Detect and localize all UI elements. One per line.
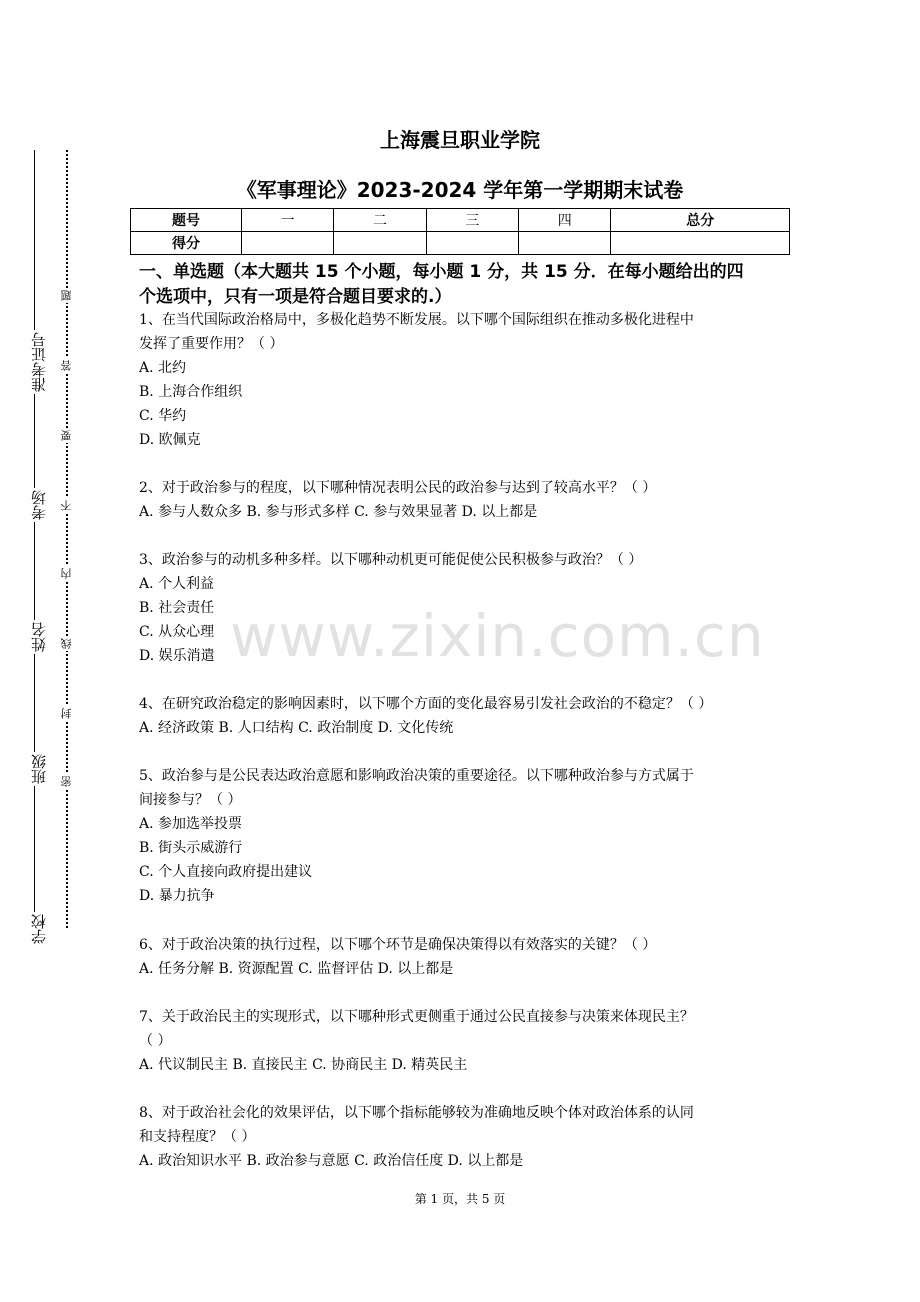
score-cell: 二 xyxy=(334,209,426,232)
option: D. 欧佩克 xyxy=(139,432,201,448)
option: A. 任务分解 B. 资源配置 C. 监督评估 D. 以上都是 xyxy=(139,961,454,977)
question-text: 8、对于政治社会化的效果评估，以下哪个指标能够较为准确地反映个体对政治体系的认同 xyxy=(139,1105,694,1121)
option: C. 从众心理 xyxy=(139,624,215,640)
seal-char: 线 xyxy=(60,638,73,649)
option: A. 政治知识水平 B. 政治参与意愿 C. 政治信任度 D. 以上都是 xyxy=(139,1153,524,1169)
binding-label-class: 班级 xyxy=(30,754,48,784)
seal-char: 内 xyxy=(60,568,73,579)
option: A. 参与人数众多 B. 参与形式多样 C. 参与效果显著 D. 以上都是 xyxy=(139,504,538,520)
option: B. 社会责任 xyxy=(139,600,215,616)
question-1 xyxy=(139,308,794,452)
score-input-cell[interactable] xyxy=(519,232,611,255)
score-cell: 总分 xyxy=(611,209,790,232)
score-cell: 一 xyxy=(242,209,334,232)
question-5 xyxy=(139,764,794,908)
question-4 xyxy=(139,692,794,740)
question-text: 2、对于政治参与的程度，以下哪种情况表明公民的政治参与达到了较高水平？（ ） xyxy=(139,480,657,496)
section-heading-line: 个选项中，只有一项是符合题目要求的.） xyxy=(139,287,452,307)
option: B. 上海合作组织 xyxy=(139,384,243,400)
option: A. 北约 xyxy=(139,360,187,376)
option: A. 代议制民主 B. 直接民主 C. 协商民主 D. 精英民主 xyxy=(139,1057,468,1073)
option: C. 华约 xyxy=(139,408,187,424)
question-text: 6、对于政治决策的执行过程，以下哪个环节是确保决策得以有效落实的关键？（ ） xyxy=(139,937,657,953)
option: D. 暴力抗争 xyxy=(139,888,215,904)
seal-char: 不 xyxy=(60,500,73,511)
option: A. 个人利益 xyxy=(139,576,215,592)
question-text: 间接参与？（ ） xyxy=(139,792,242,808)
seal-char: 封 xyxy=(60,708,73,719)
score-input-cell[interactable] xyxy=(334,232,426,255)
option: D. 娱乐消遣 xyxy=(139,648,215,664)
score-cell: 得分 xyxy=(131,232,242,255)
binding-label-school: 学校 xyxy=(30,914,48,944)
option: C. 个人直接向政府提出建议 xyxy=(139,864,313,880)
question-text: 7、关于政治民主的实现形式，以下哪种形式更侧重于通过公民直接参与决策来体现民主？ xyxy=(139,1009,694,1025)
question-text: （ ） xyxy=(139,1033,172,1049)
page-footer: 第 1 页，共 5 页 xyxy=(414,1192,506,1206)
seal-char: 题 xyxy=(60,290,73,301)
score-input-cell[interactable] xyxy=(242,232,334,255)
score-cell: 四 xyxy=(519,209,611,232)
school-title: 上海震旦职业学院 xyxy=(380,128,540,152)
score-cell: 三 xyxy=(426,209,518,232)
question-text: 发挥了重要作用？（ ） xyxy=(139,336,284,352)
section-heading-line: 一、单选题（本大题共 15 个小题，每小题 1 分，共 15 分．在每小题给出的四 xyxy=(139,262,744,282)
seal-char: 答 xyxy=(60,360,73,371)
question-text: 5、政治参与是公民表达政治意愿和影响政治决策的重要途径。以下哪种政治参与方式属于 xyxy=(139,768,694,784)
question-7 xyxy=(139,1005,794,1077)
score-table xyxy=(130,208,790,255)
binding-label-name: 姓名 xyxy=(30,622,48,652)
seal-char: 密 xyxy=(60,776,73,787)
score-table-score-row xyxy=(131,232,790,255)
binding-dotted-line xyxy=(66,150,68,928)
score-input-cell[interactable] xyxy=(611,232,790,255)
option: A. 经济政策 B. 人口结构 C. 政治制度 D. 文化传统 xyxy=(139,720,454,736)
binding-label-exam-id: 准考证号 xyxy=(30,332,48,392)
binding-solid-line xyxy=(34,150,35,928)
exam-title: 《军事理论》2023-2024 学年第一学期期末试卷 xyxy=(236,178,684,202)
section-heading xyxy=(139,260,799,310)
question-text: 和支持程度？（ ） xyxy=(139,1129,256,1145)
score-input-cell[interactable] xyxy=(426,232,518,255)
binding-label-exam-room: 考场 xyxy=(30,490,48,520)
score-cell: 题号 xyxy=(131,209,242,232)
watermark: www.zixin.com.cn xyxy=(230,602,765,670)
question-text: 1、在当代国际政治格局中，多极化趋势不断发展。以下哪个国际组织在推动多极化进程中 xyxy=(139,312,694,328)
score-table-header-row xyxy=(131,209,790,232)
option: A. 参加选举投票 xyxy=(139,816,243,832)
option: B. 街头示威游行 xyxy=(139,840,243,856)
question-2 xyxy=(139,476,794,524)
question-6 xyxy=(139,933,794,981)
question-text: 3、政治参与的动机多种多样。以下哪种动机更可能促使公民积极参与政治？（ ） xyxy=(139,552,643,568)
seal-char: 要 xyxy=(60,430,73,441)
question-text: 4、在研究政治稳定的影响因素时，以下哪个方面的变化最容易引发社会政治的不稳定？（ ） xyxy=(139,696,713,712)
question-8 xyxy=(139,1101,794,1173)
